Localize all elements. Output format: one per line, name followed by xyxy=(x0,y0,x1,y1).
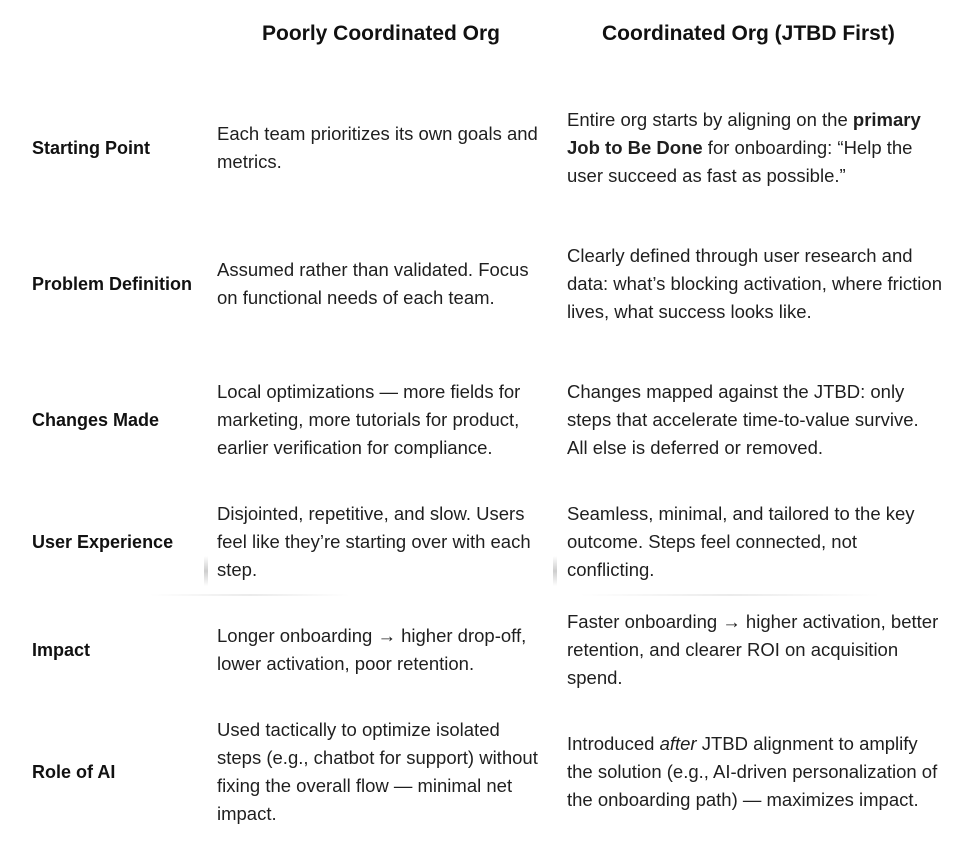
column-header-poorly-coordinated: Poorly Coordinated Org xyxy=(262,22,501,45)
column-header-coordinated: Coordinated Org (JTBD First) xyxy=(602,22,895,45)
table-row-impact xyxy=(0,608,953,692)
coordinated-cell: Changes mapped against the JTBD: only steps that accelerate time-to-value survive. All else is deferred or removed. xyxy=(567,381,919,458)
divider-line xyxy=(580,594,880,596)
divider-artifact xyxy=(553,556,557,586)
table-row-starting-point xyxy=(0,92,953,204)
poorly-coordinated-cell: Each team prioritizes its own goals and metrics. xyxy=(217,123,538,172)
divider-artifact xyxy=(204,556,208,586)
emphasis-italic: after xyxy=(659,733,697,754)
coordinated-cell: Clearly defined through user research and data: what’s blocking activation, where friction lives, what success looks like. xyxy=(567,245,942,322)
coordinated-cell: Faster onboarding → higher activation, better retention, and clearer ROI on acquisition spend. xyxy=(567,611,939,688)
poorly-coordinated-cell: Used tactically to optimize isolated steps (e.g., chatbot for support) without fixing the overall flow — minimal net impact. xyxy=(217,719,538,824)
coordinated-cell-text: Introduced after JTBD alignment to amplify the solution (e.g., AI-driven personalization of the onboarding path) — maximizes impact. xyxy=(567,733,938,810)
row-label: Starting Point xyxy=(32,138,150,158)
divider-line xyxy=(150,594,350,596)
poorly-coordinated-cell: Disjointed, repetitive, and slow. Users feel like they’re starting over with each step. xyxy=(217,503,531,580)
row-label: Problem Definition xyxy=(32,274,193,294)
table-row-role-of-ai xyxy=(0,716,953,828)
poorly-coordinated-cell: Local optimizations — more fields for marketing, more tutorials for product, earlier verification for compliance. xyxy=(217,381,521,458)
row-label: Impact xyxy=(32,640,91,660)
row-label: Changes Made xyxy=(32,410,160,430)
row-label: Role of AI xyxy=(32,762,116,782)
emphasis-bold: primary Job to Be Done xyxy=(567,109,921,158)
row-label: User Experience xyxy=(32,532,174,552)
coordinated-cell xyxy=(567,716,942,828)
table-row-user-experience xyxy=(0,500,953,584)
coordinated-cell-text: Entire org starts by aligning on the primary Job to Be Done for onboarding: “Help the user succeed as fast as possible.” xyxy=(567,109,921,186)
coordinated-cell xyxy=(567,92,942,204)
table-row-changes-made xyxy=(0,364,953,476)
coordinated-cell: Seamless, minimal, and tailored to the key outcome. Steps feel connected, not conflicting. xyxy=(567,503,915,580)
poorly-coordinated-cell: Assumed rather than validated. Focus on functional needs of each team. xyxy=(217,259,529,308)
poorly-coordinated-cell: Longer onboarding → higher drop-off, lower activation, poor retention. xyxy=(217,625,527,674)
table-row-problem-definition xyxy=(0,228,953,340)
